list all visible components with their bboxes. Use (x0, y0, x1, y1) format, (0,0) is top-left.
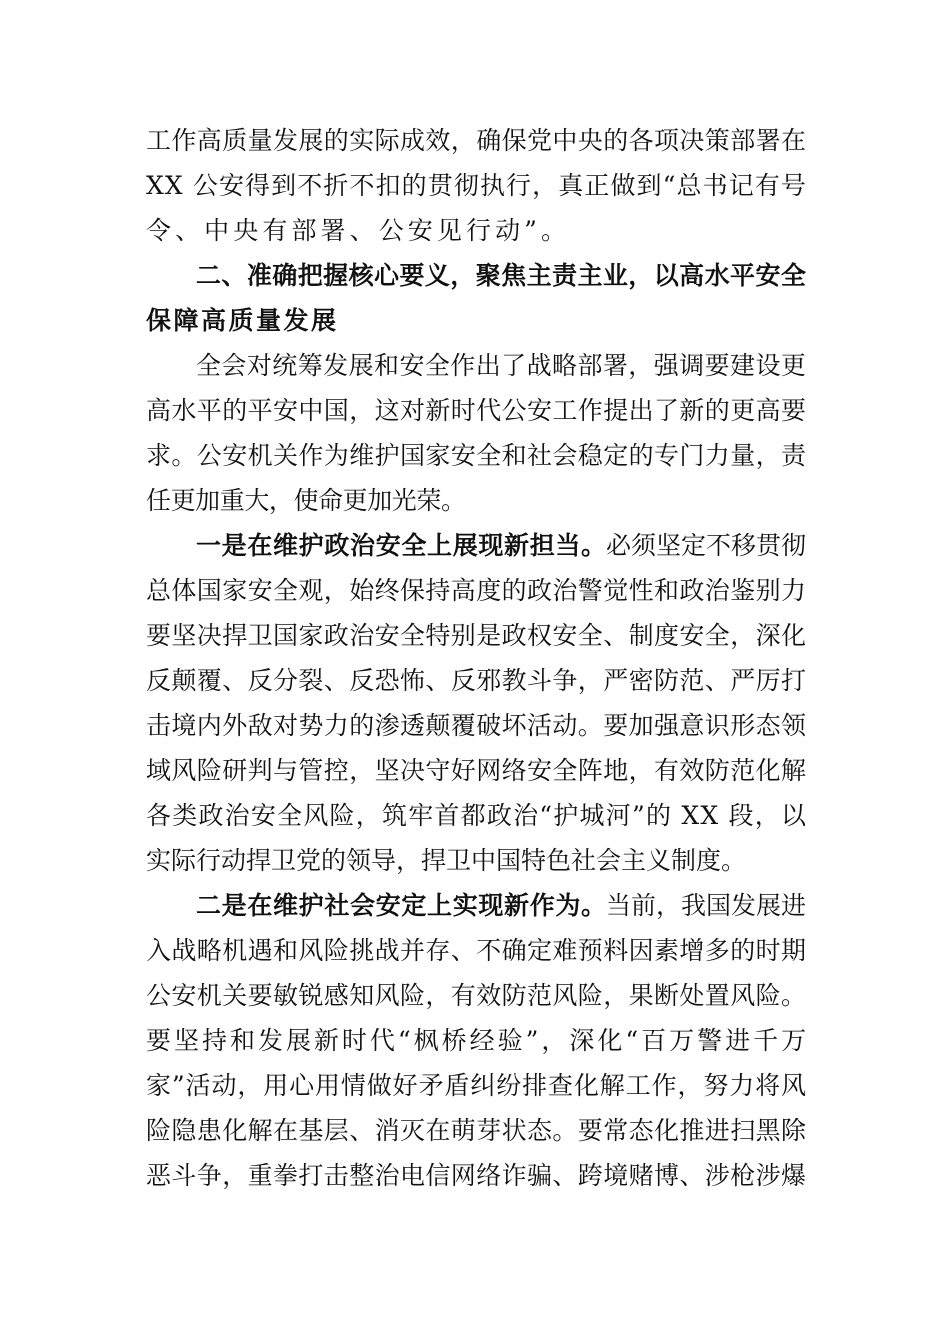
text-line (0, 614, 950, 658)
line-text: 反颠覆、反分裂、反恐怖、反邪教斗争，严密防范、严厉打 (146, 666, 807, 695)
line-text: 要坚决捍卫国家政治安全特别是政权安全、制度安全，深化 (146, 621, 807, 650)
text-line (0, 1109, 950, 1153)
bold-lead-text: 一是在维护政治安全上展现新担当。 (196, 531, 607, 560)
line-text: 全会对统筹发展和安全作出了战略部署，强调要建设更 (196, 351, 807, 380)
line-text: 任更加重大，使命更加光荣。 (146, 486, 466, 515)
line-text: 家”活动，用心用情做好矛盾纠纷排查化解工作，努力将风 (146, 1071, 807, 1100)
text-line (0, 659, 950, 703)
line-text: 入战略机遇和风险挑战并存、不确定难预料因素增多的时期 (146, 936, 807, 965)
text-line (0, 434, 950, 478)
text-line (0, 794, 950, 838)
text-line (0, 389, 950, 433)
text-line (0, 524, 950, 568)
text-line (0, 344, 950, 388)
text-line (0, 209, 950, 253)
text-line (0, 929, 950, 973)
text-line (0, 164, 950, 208)
text-line (0, 884, 950, 928)
line-text: 公安机关要敏锐感知风险，有效防范风险，果断处置风险。 (146, 981, 807, 1010)
line-text: 当前，我国发展进 (606, 891, 807, 920)
line-text: XX 公安得到不折不扣的贯彻执行，真正做到“总书记有号 (146, 171, 808, 200)
text-line (0, 839, 950, 883)
text-line (0, 1154, 950, 1198)
line-text: 击境内外敌对势力的渗透颠覆破坏活动。要加强意识形态领 (146, 711, 807, 740)
text-line (0, 749, 950, 793)
line-text: 域风险研判与管控，坚决守好网络安全阵地，有效防范化解 (146, 756, 807, 785)
section-heading (0, 299, 950, 343)
text-line (0, 479, 950, 523)
line-text: 令、中央有部署、公安见行动”。 (146, 216, 571, 245)
bold-lead-text: 二是在维护社会安定上实现新作为。 (196, 891, 607, 920)
heading-text: 二、准确把握核心要义，聚焦主责主业，以高水平安全 (196, 261, 807, 290)
text-line (0, 704, 950, 748)
line-text: 各类政治安全风险，筑牢首都政治“护城河”的 XX 段，以 (146, 801, 808, 830)
text-line (0, 119, 950, 163)
line-text: 要坚持和发展新时代“枫桥经验”，深化“百万警进千万 (146, 1026, 810, 1055)
line-text: 险隐患化解在基层、消灭在萌芽状态。要常态化推进扫黑除 (146, 1116, 807, 1145)
line-text: 恶斗争，重拳打击整治电信网络诈骗、跨境赌博、涉枪涉爆 (146, 1161, 807, 1190)
line-text: 实际行动捍卫党的领导，捍卫中国特色社会主义制度。 (146, 846, 747, 875)
line-text: 高水平的平安中国，这对新时代公安工作提出了新的更高要 (146, 396, 807, 425)
text-line (0, 1064, 950, 1108)
text-line (0, 1019, 950, 1063)
line-text: 工作高质量发展的实际成效，确保党中央的各项决策部署在 (146, 126, 807, 155)
section-heading (0, 254, 950, 298)
line-text: 必须坚定不移贯彻 (606, 531, 807, 560)
text-line (0, 569, 950, 613)
line-text: 求。公安机关作为维护国家安全和社会稳定的专门力量，责 (146, 441, 807, 470)
heading-text: 保障高质量发展 (146, 306, 339, 335)
line-text: 总体国家安全观，始终保持高度的政治警觉性和政治鉴别力 (146, 576, 807, 605)
text-line (0, 974, 950, 1018)
